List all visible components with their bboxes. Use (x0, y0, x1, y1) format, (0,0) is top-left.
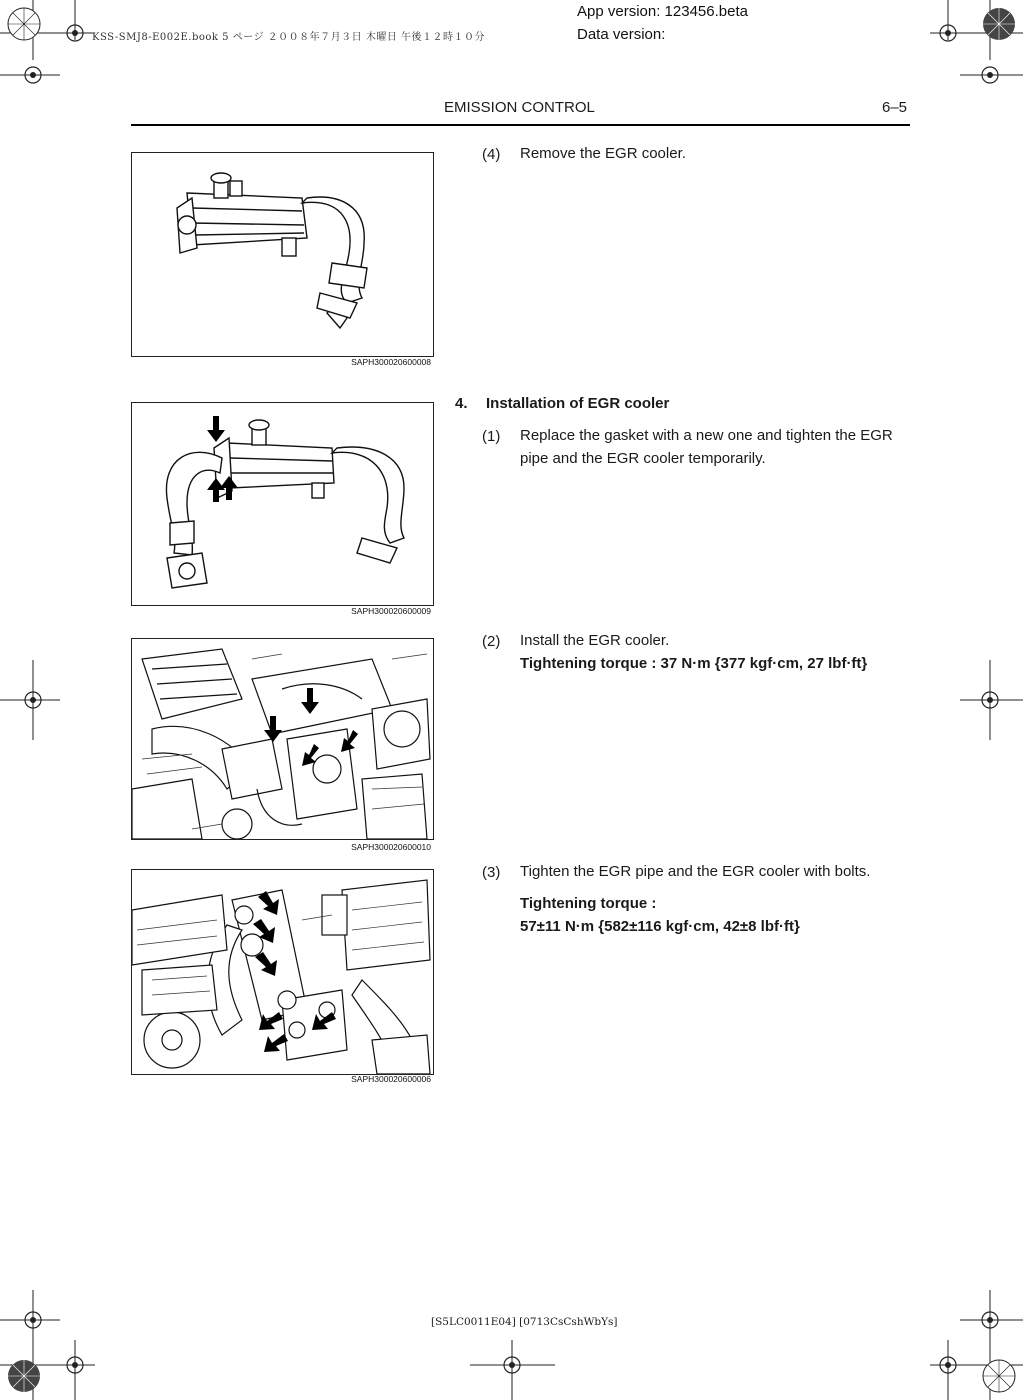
step-number: (2) (482, 633, 501, 650)
figure-code: SAPH300020600010 (351, 842, 431, 852)
arrow-up-icon (207, 478, 225, 502)
tightening-torque: Tightening torque : 37 N·m {377 kgf·cm, 27 lbf·ft} (520, 655, 868, 672)
arrow-diagonal-icon (341, 730, 358, 752)
step-text: Replace the gasket with a new one and tighten the EGR pipe and the EGR cooler temporarily. (520, 427, 893, 467)
arrow-down-icon (207, 416, 225, 442)
arrow-up-icon (220, 476, 238, 500)
egr-cooler-illustration (132, 153, 433, 356)
step-number: (1) (482, 428, 501, 445)
header-rule (131, 124, 910, 126)
figure-2-arrows (131, 402, 432, 604)
section-header-title: EMISSION CONTROL (444, 99, 595, 116)
step-number: (4) (482, 146, 501, 163)
book-info-line: KSS-SMJ8-E002E.book 5 ページ ２００８年７月３日 木曜日 午後１２時１０分 (92, 32, 486, 43)
tightening-torque-value: 57±11 N·m {582±116 kgf·cm, 42±8 lbf·ft} (520, 918, 800, 935)
page-number: 6–5 (882, 99, 908, 116)
arrow-diagonal-icon (253, 919, 275, 943)
arrow-down-icon (301, 688, 319, 714)
step-number: (3) (482, 864, 501, 881)
arrow-diagonal-icon (255, 952, 277, 976)
arrow-diagonal-icon (302, 744, 319, 766)
data-version: Data version: (577, 26, 666, 43)
figure-3-arrows (131, 638, 432, 838)
step-text: Remove the EGR cooler. (520, 145, 686, 162)
figure-code: SAPH300020600008 (351, 357, 431, 367)
arrow-diagonal-icon (264, 1034, 288, 1052)
arrow-diagonal-icon (259, 1012, 283, 1030)
arrow-diagonal-icon (258, 891, 279, 915)
step-text: Tighten the EGR pipe and the EGR cooler with bolts. (520, 863, 871, 880)
app-version: App version: 123456.beta (577, 3, 748, 20)
footer-code: [S5LC0011E04] [0713CsCshWbYs] (431, 1316, 618, 1328)
step-text: Install the EGR cooler. (520, 632, 670, 649)
arrow-down-icon (264, 716, 282, 742)
section-title: Installation of EGR cooler (486, 395, 670, 412)
arrow-diagonal-icon (312, 1012, 336, 1030)
figure-code: SAPH300020600006 (351, 1074, 431, 1084)
figure-code: SAPH300020600009 (351, 606, 431, 616)
tightening-torque-label: Tightening torque : (520, 895, 657, 912)
figure-4-arrows (131, 869, 432, 1073)
section-number: 4. (455, 395, 468, 412)
figure-egr-cooler (131, 152, 434, 357)
